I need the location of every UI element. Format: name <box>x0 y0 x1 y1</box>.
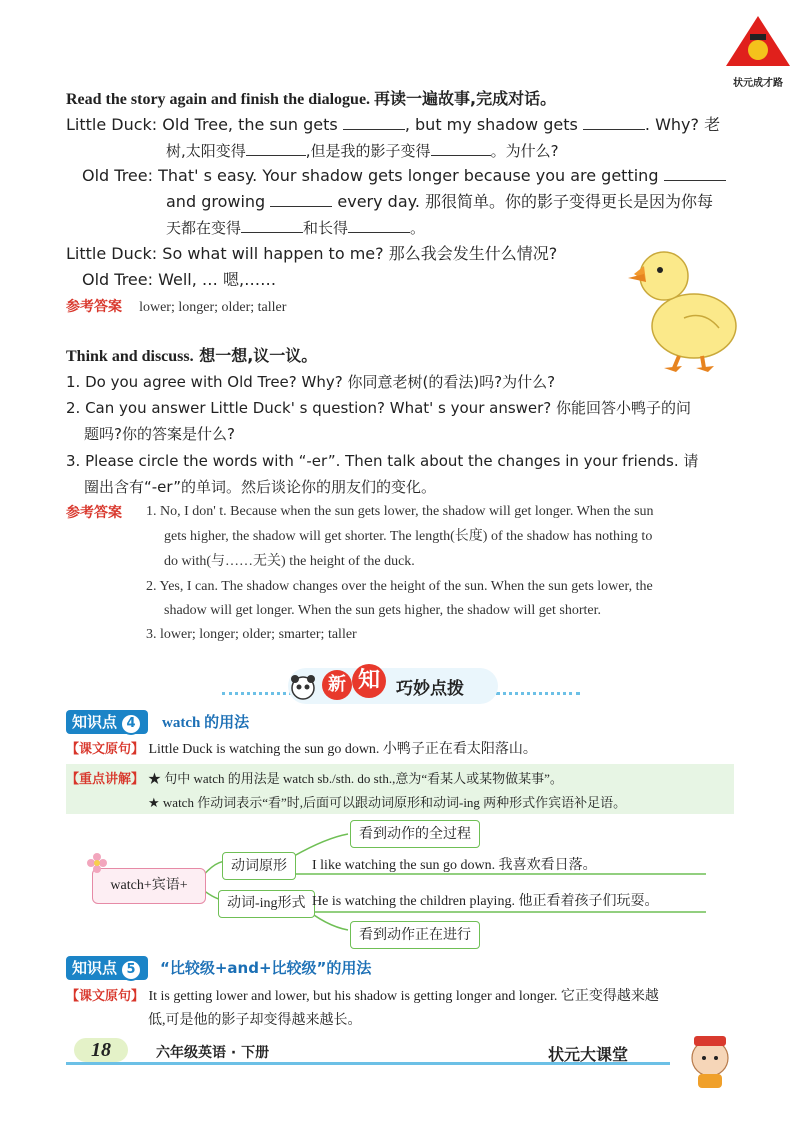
original-sentence: Little Duck is watching the sun go down. 小鸭子正在看太阳落山。 <box>148 742 537 757</box>
answer-blank[interactable] <box>348 218 410 233</box>
kp4-original <box>66 739 537 760</box>
dialogue-line-2b <box>166 192 713 212</box>
flower-icon <box>86 852 108 874</box>
dialogue-text: and growing <box>166 192 266 211</box>
panda-icon <box>288 674 318 700</box>
answer-blank[interactable] <box>431 141 491 156</box>
banner-char-2: 知 <box>352 664 386 698</box>
heading-zh: 再读一遍故事,完成对话。 <box>374 89 557 108</box>
diagram-root-label: watch+宾语+ <box>110 878 188 893</box>
footer-book-title: 六年级英语 · 下册 <box>156 1045 270 1061</box>
diagram-branch-2: 动词-ing形式 <box>218 890 315 918</box>
question-2b: 题吗?你的答案是什么? <box>84 425 235 443</box>
section2-heading <box>66 346 317 367</box>
dialogue-line-4 <box>82 270 276 290</box>
dialogue-text: 和长得 <box>303 219 349 237</box>
diagram-branch-2-example: He is watching the children playing. 他正看着孩子们玩耍。 <box>312 894 659 909</box>
answer-2b: shadow will get longer. When the sun gets higher, the shadow will get shorter. <box>164 603 601 618</box>
diagram-branch-2-bottom: 看到动作正在进行 <box>350 921 480 949</box>
answer-text: lower; longer; older; taller <box>139 300 287 315</box>
diagram-branch-1-example: I like watching the sun go down. 我喜欢看日落。 <box>312 858 597 873</box>
heading-en: Think and discuss. <box>66 348 194 365</box>
duck-icon <box>624 238 744 373</box>
answer-blank[interactable] <box>583 115 645 130</box>
footer-page-number: 18 <box>74 1038 128 1062</box>
banner-dotline-right <box>496 692 580 695</box>
logo-text: 状元成才路 <box>733 78 783 89</box>
diagram-branch-1-top: 看到动作的全过程 <box>350 820 480 848</box>
kp4-explanation-box <box>66 764 734 814</box>
answer-blank[interactable] <box>343 115 405 130</box>
kp5-original <box>66 986 659 1007</box>
dialogue-text: . Why? 老 <box>644 115 721 134</box>
brand-logo <box>722 14 794 89</box>
speaker: Old Tree: <box>82 166 154 185</box>
banner-char-1: 新 <box>322 670 352 700</box>
answer-label: 参考答案 <box>66 299 122 315</box>
question-3b: 圈出含有“-er”的单词。然后谈论你的朋友们的变化。 <box>84 478 436 496</box>
mascot-icon <box>676 1030 746 1090</box>
question-2a: 2. Can you answer Little Duck' s question? What' s your answer? 你能回答小鸭子的问 <box>66 399 692 417</box>
original-tag: 【课文原句】 <box>66 989 145 1004</box>
duck-illustration <box>624 238 744 377</box>
answer-1a: 1. No, I don' t. Because when the sun gets lower, the shadow will get longer. When the sun <box>146 504 654 519</box>
heading-en: Read the story again and finish the dialogue. <box>66 91 371 108</box>
dialogue-line-1-zh <box>166 141 559 161</box>
dialogue-text: 树,太阳变得 <box>166 142 246 160</box>
dialogue-line-3 <box>66 244 557 264</box>
explanation-1: ★ 句中 watch 的用法是 watch sb./sth. do sth.,意为“看某人或某物做某事”。 <box>148 771 563 786</box>
dialogue-line-2-zh <box>166 218 425 238</box>
section1-heading <box>66 89 556 110</box>
kp-badge-text: 知识点 <box>72 713 118 731</box>
dialogue-line-2 <box>82 166 726 186</box>
kp4-title: watch 的用法 <box>162 715 250 731</box>
footer-brand: 状元大课堂 <box>548 1045 629 1064</box>
dialogue-text: every day. 那很简单。你的影子变得更长是因为你每 <box>337 192 713 211</box>
answer-blank[interactable] <box>246 141 306 156</box>
heading-zh: 想一想,议一议。 <box>199 346 318 365</box>
kp4-badge <box>66 710 148 734</box>
diagram-root <box>92 868 206 904</box>
answer-blank[interactable] <box>241 218 303 233</box>
kp5-original-cont: 低,可是他的影子却变得越来越长。 <box>148 1013 362 1028</box>
question-1: 1. Do you agree with Old Tree? Why? 你同意老树(的看法)吗?为什么? <box>66 373 556 391</box>
explanation-2: ★ watch 作动词表示“看”时,后面可以跟动词原形和动词-ing 两种形式作宾语补足语。 <box>148 795 627 810</box>
banner-text: 巧妙点拨 <box>396 679 464 699</box>
dialogue-line-1 <box>66 115 720 135</box>
kp5-badge <box>66 956 148 980</box>
kp-number: 5 <box>120 959 142 981</box>
dialogue-text: Old Tree, the sun gets <box>162 115 338 134</box>
diagram-branch-1: 动词原形 <box>222 852 296 880</box>
answer-label: 参考答案 <box>66 505 122 521</box>
answer-1c: do with(与……无关) the height of the duck. <box>164 554 415 569</box>
kp5-title: “比较级+and+比较级”的用法 <box>160 959 372 977</box>
explanation-tag: 【重点讲解】 <box>66 772 145 787</box>
section-banner <box>288 668 498 704</box>
logo-triangle-icon <box>722 14 794 70</box>
speaker: Little Duck: <box>66 115 158 134</box>
dialogue-text: So what will happen to me? 那么我会发生什么情况? <box>162 244 558 263</box>
dialogue-text: ,但是我的影子变得 <box>305 142 431 160</box>
answer-blank[interactable] <box>664 166 726 181</box>
answer-3: 3. lower; longer; older; smarter; taller <box>146 627 357 642</box>
dialogue-text: 。 <box>410 219 426 237</box>
dialogue-text: That' s easy. Your shadow gets longer because you are getting <box>158 166 659 185</box>
kp-number: 4 <box>120 713 142 735</box>
dialogue-text: 天都在变得 <box>166 219 242 237</box>
answer-blank[interactable] <box>270 192 332 207</box>
original-tag: 【课文原句】 <box>66 742 145 757</box>
banner-dotline-left <box>222 692 292 695</box>
answer-2a: 2. Yes, I can. The shadow changes over the height of the sun. When the sun gets lower, the <box>146 579 653 594</box>
dialogue-text: , but my shadow gets <box>404 115 578 134</box>
speaker: Old Tree: <box>82 270 154 289</box>
speaker: Little Duck: <box>66 244 158 263</box>
kp-badge-text: 知识点 <box>72 959 118 977</box>
answer-label-2 <box>66 502 122 523</box>
original-sentence: It is getting lower and lower, but his shadow is getting longer and longer. 它正变得越来越 <box>148 989 659 1004</box>
answer-row-1 <box>66 296 286 318</box>
dialogue-text: 。为什么? <box>490 142 559 160</box>
dialogue-text: Well, … 嗯,…… <box>158 270 277 289</box>
question-3a: 3. Please circle the words with “-er”. Then talk about the changes in your friends. 请 <box>66 452 699 470</box>
answer-1b: gets higher, the shadow will get shorter. The length(长度) of the shadow has nothing to <box>164 529 653 544</box>
